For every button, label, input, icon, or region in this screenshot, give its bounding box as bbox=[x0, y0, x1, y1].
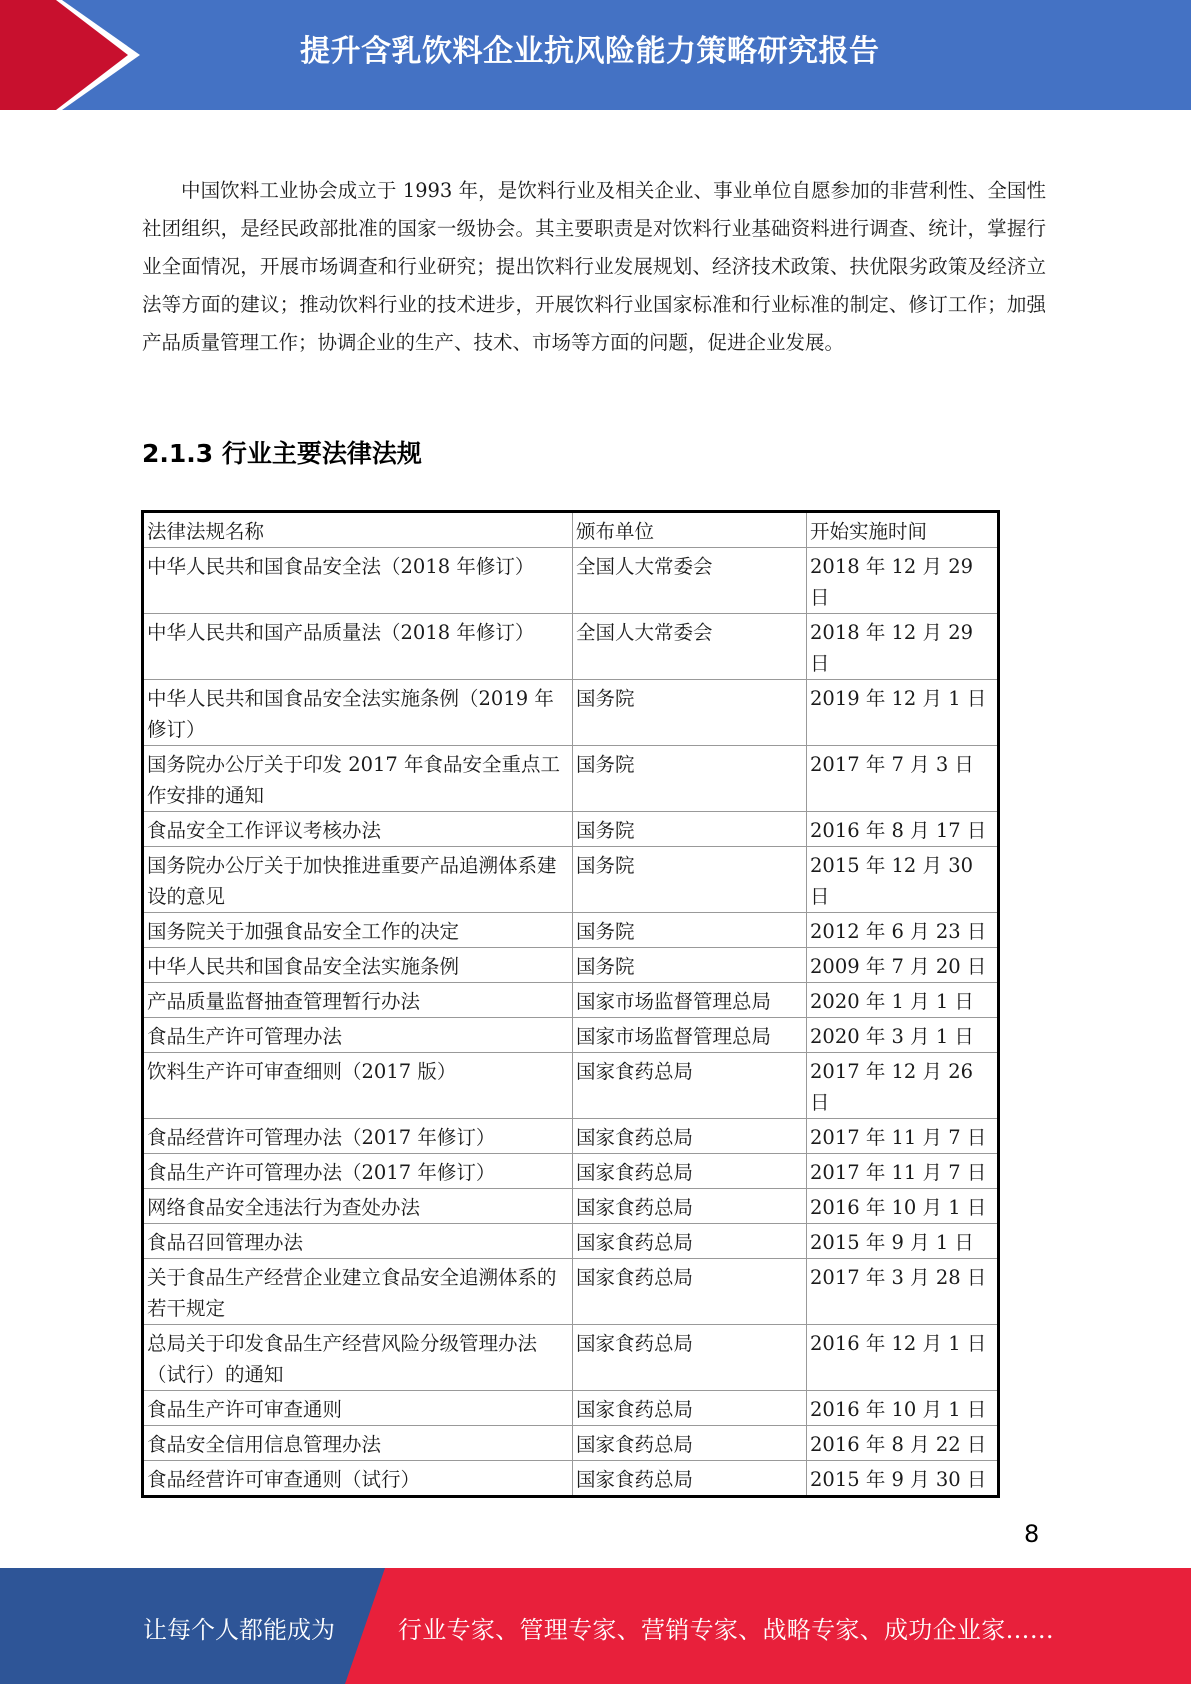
issuer-cell: 国务院 bbox=[573, 913, 807, 948]
table-row bbox=[143, 1461, 999, 1497]
table-row bbox=[143, 1018, 999, 1053]
issuer-cell: 全国人大常委会 bbox=[573, 548, 807, 614]
report-title: 提升含乳饮料企业抗风险能力策略研究报告 bbox=[300, 34, 880, 69]
date-cell: 2017 年 11 月 7 日 bbox=[807, 1154, 999, 1189]
law-name-cell: 中华人民共和国食品安全法实施条例 bbox=[143, 948, 573, 983]
section-heading: 2.1.3 行业主要法律法规 bbox=[142, 439, 422, 468]
law-name-cell: 国务院办公厅关于印发 2017 年食品安全重点工作安排的通知 bbox=[143, 746, 573, 812]
date-cell: 2020 年 1 月 1 日 bbox=[807, 983, 999, 1018]
laws-table bbox=[141, 510, 1000, 1498]
law-name-cell: 食品经营许可审查通则（试行） bbox=[143, 1461, 573, 1497]
date-cell: 2017 年 3 月 28 日 bbox=[807, 1259, 999, 1325]
issuer-cell: 国家食药总局 bbox=[573, 1189, 807, 1224]
date-cell: 2015 年 9 月 1 日 bbox=[807, 1224, 999, 1259]
footer-slogan-right: 行业专家、管理专家、营销专家、战略专家、成功企业家…… bbox=[398, 1616, 1055, 1644]
law-name-cell: 食品生产许可审查通则 bbox=[143, 1391, 573, 1426]
date-cell: 2019 年 12 月 1 日 bbox=[807, 680, 999, 746]
date-cell: 2016 年 10 月 1 日 bbox=[807, 1189, 999, 1224]
header-effective-date: 开始实施时间 bbox=[807, 512, 999, 548]
law-name-cell: 食品安全工作评议考核办法 bbox=[143, 812, 573, 847]
table-row bbox=[143, 983, 999, 1018]
issuer-cell: 国家食药总局 bbox=[573, 1461, 807, 1497]
law-name-cell: 食品生产许可管理办法（2017 年修订） bbox=[143, 1154, 573, 1189]
red-chevron-icon bbox=[0, 0, 150, 110]
date-cell: 2015 年 9 月 30 日 bbox=[807, 1461, 999, 1497]
table-row bbox=[143, 948, 999, 983]
date-cell: 2016 年 12 月 1 日 bbox=[807, 1325, 999, 1391]
table-row bbox=[143, 1154, 999, 1189]
law-name-cell: 食品生产许可管理办法 bbox=[143, 1018, 573, 1053]
table-row bbox=[143, 1119, 999, 1154]
law-name-cell: 中华人民共和国食品安全法实施条例（2019 年修订） bbox=[143, 680, 573, 746]
table-row bbox=[143, 847, 999, 913]
table-row bbox=[143, 548, 999, 614]
law-name-cell: 中华人民共和国食品安全法（2018 年修订） bbox=[143, 548, 573, 614]
issuer-cell: 国务院 bbox=[573, 847, 807, 913]
issuer-cell: 国家食药总局 bbox=[573, 1325, 807, 1391]
table-row bbox=[143, 1189, 999, 1224]
table-row bbox=[143, 1426, 999, 1461]
date-cell: 2017 年 11 月 7 日 bbox=[807, 1119, 999, 1154]
issuer-cell: 国务院 bbox=[573, 812, 807, 847]
date-cell: 2016 年 8 月 22 日 bbox=[807, 1426, 999, 1461]
issuer-cell: 国务院 bbox=[573, 746, 807, 812]
issuer-cell: 国家食药总局 bbox=[573, 1154, 807, 1189]
issuer-cell: 国家食药总局 bbox=[573, 1391, 807, 1426]
issuer-cell: 全国人大常委会 bbox=[573, 614, 807, 680]
law-name-cell: 产品质量监督抽查管理暂行办法 bbox=[143, 983, 573, 1018]
law-name-cell: 饮料生产许可审查细则（2017 版） bbox=[143, 1053, 573, 1119]
issuer-cell: 国家食药总局 bbox=[573, 1259, 807, 1325]
issuer-cell: 国务院 bbox=[573, 680, 807, 746]
date-cell: 2012 年 6 月 23 日 bbox=[807, 913, 999, 948]
header-law-name: 法律法规名称 bbox=[143, 512, 573, 548]
law-name-cell: 关于食品生产经营企业建立食品安全追溯体系的若干规定 bbox=[143, 1259, 573, 1325]
law-name-cell: 总局关于印发食品生产经营风险分级管理办法（试行）的通知 bbox=[143, 1325, 573, 1391]
date-cell: 2018 年 12 月 29 日 bbox=[807, 614, 999, 680]
law-name-cell: 国务院办公厅关于加快推进重要产品追溯体系建设的意见 bbox=[143, 847, 573, 913]
table-header-row bbox=[143, 512, 999, 548]
table-row bbox=[143, 746, 999, 812]
issuer-cell: 国家食药总局 bbox=[573, 1224, 807, 1259]
issuer-cell: 国家市场监督管理总局 bbox=[573, 1018, 807, 1053]
page-footer bbox=[0, 1568, 1191, 1684]
date-cell: 2016 年 10 月 1 日 bbox=[807, 1391, 999, 1426]
date-cell: 2015 年 12 月 30 日 bbox=[807, 847, 999, 913]
date-cell: 2016 年 8 月 17 日 bbox=[807, 812, 999, 847]
table-row bbox=[143, 812, 999, 847]
date-cell: 2009 年 7 月 20 日 bbox=[807, 948, 999, 983]
issuer-cell: 国务院 bbox=[573, 948, 807, 983]
table-row bbox=[143, 1259, 999, 1325]
table-row bbox=[143, 680, 999, 746]
date-cell: 2017 年 7 月 3 日 bbox=[807, 746, 999, 812]
issuer-cell: 国家市场监督管理总局 bbox=[573, 983, 807, 1018]
date-cell: 2017 年 12 月 26 日 bbox=[807, 1053, 999, 1119]
date-cell: 2018 年 12 月 29 日 bbox=[807, 548, 999, 614]
law-name-cell: 食品经营许可管理办法（2017 年修订） bbox=[143, 1119, 573, 1154]
table-row bbox=[143, 1053, 999, 1119]
date-cell: 2020 年 3 月 1 日 bbox=[807, 1018, 999, 1053]
table-row bbox=[143, 1391, 999, 1426]
law-name-cell: 食品召回管理办法 bbox=[143, 1224, 573, 1259]
intro-paragraph: 中国饮料工业协会成立于 1993 年，是饮料行业及相关企业、事业单位自愿参加的非营利性、全国性社团组织，是经民政部批准的国家一级协会。其主要职责是对饮料行业基础资料进行调查、统计，掌握行业全面情况，开展市场调查和行业研究；提出饮料行业发展规划、经济技术政策、扶优限劣政策及经济立法等方面的建议；推动饮料行业的技术进步，开展饮料行业国家标准和行业标准的制定、修订工作；加强产品质量管理工作；协调企业的生产、技术、市场等方面的问题，促进企业发展。 bbox=[142, 179, 1046, 354]
table-row bbox=[143, 1325, 999, 1391]
table-row bbox=[143, 1224, 999, 1259]
issuer-cell: 国家食药总局 bbox=[573, 1426, 807, 1461]
issuer-cell: 国家食药总局 bbox=[573, 1053, 807, 1119]
law-name-cell: 国务院关于加强食品安全工作的决定 bbox=[143, 913, 573, 948]
page-number: 8 bbox=[1024, 1520, 1040, 1548]
law-name-cell: 食品安全信用信息管理办法 bbox=[143, 1426, 573, 1461]
law-name-cell: 中华人民共和国产品质量法（2018 年修订） bbox=[143, 614, 573, 680]
header-issuer: 颁布单位 bbox=[573, 512, 807, 548]
footer-slogan-left: 让每个人都能成为 bbox=[143, 1616, 335, 1644]
issuer-cell: 国家食药总局 bbox=[573, 1119, 807, 1154]
table-row bbox=[143, 913, 999, 948]
law-name-cell: 网络食品安全违法行为查处办法 bbox=[143, 1189, 573, 1224]
table-row bbox=[143, 614, 999, 680]
page-header bbox=[0, 0, 1191, 110]
